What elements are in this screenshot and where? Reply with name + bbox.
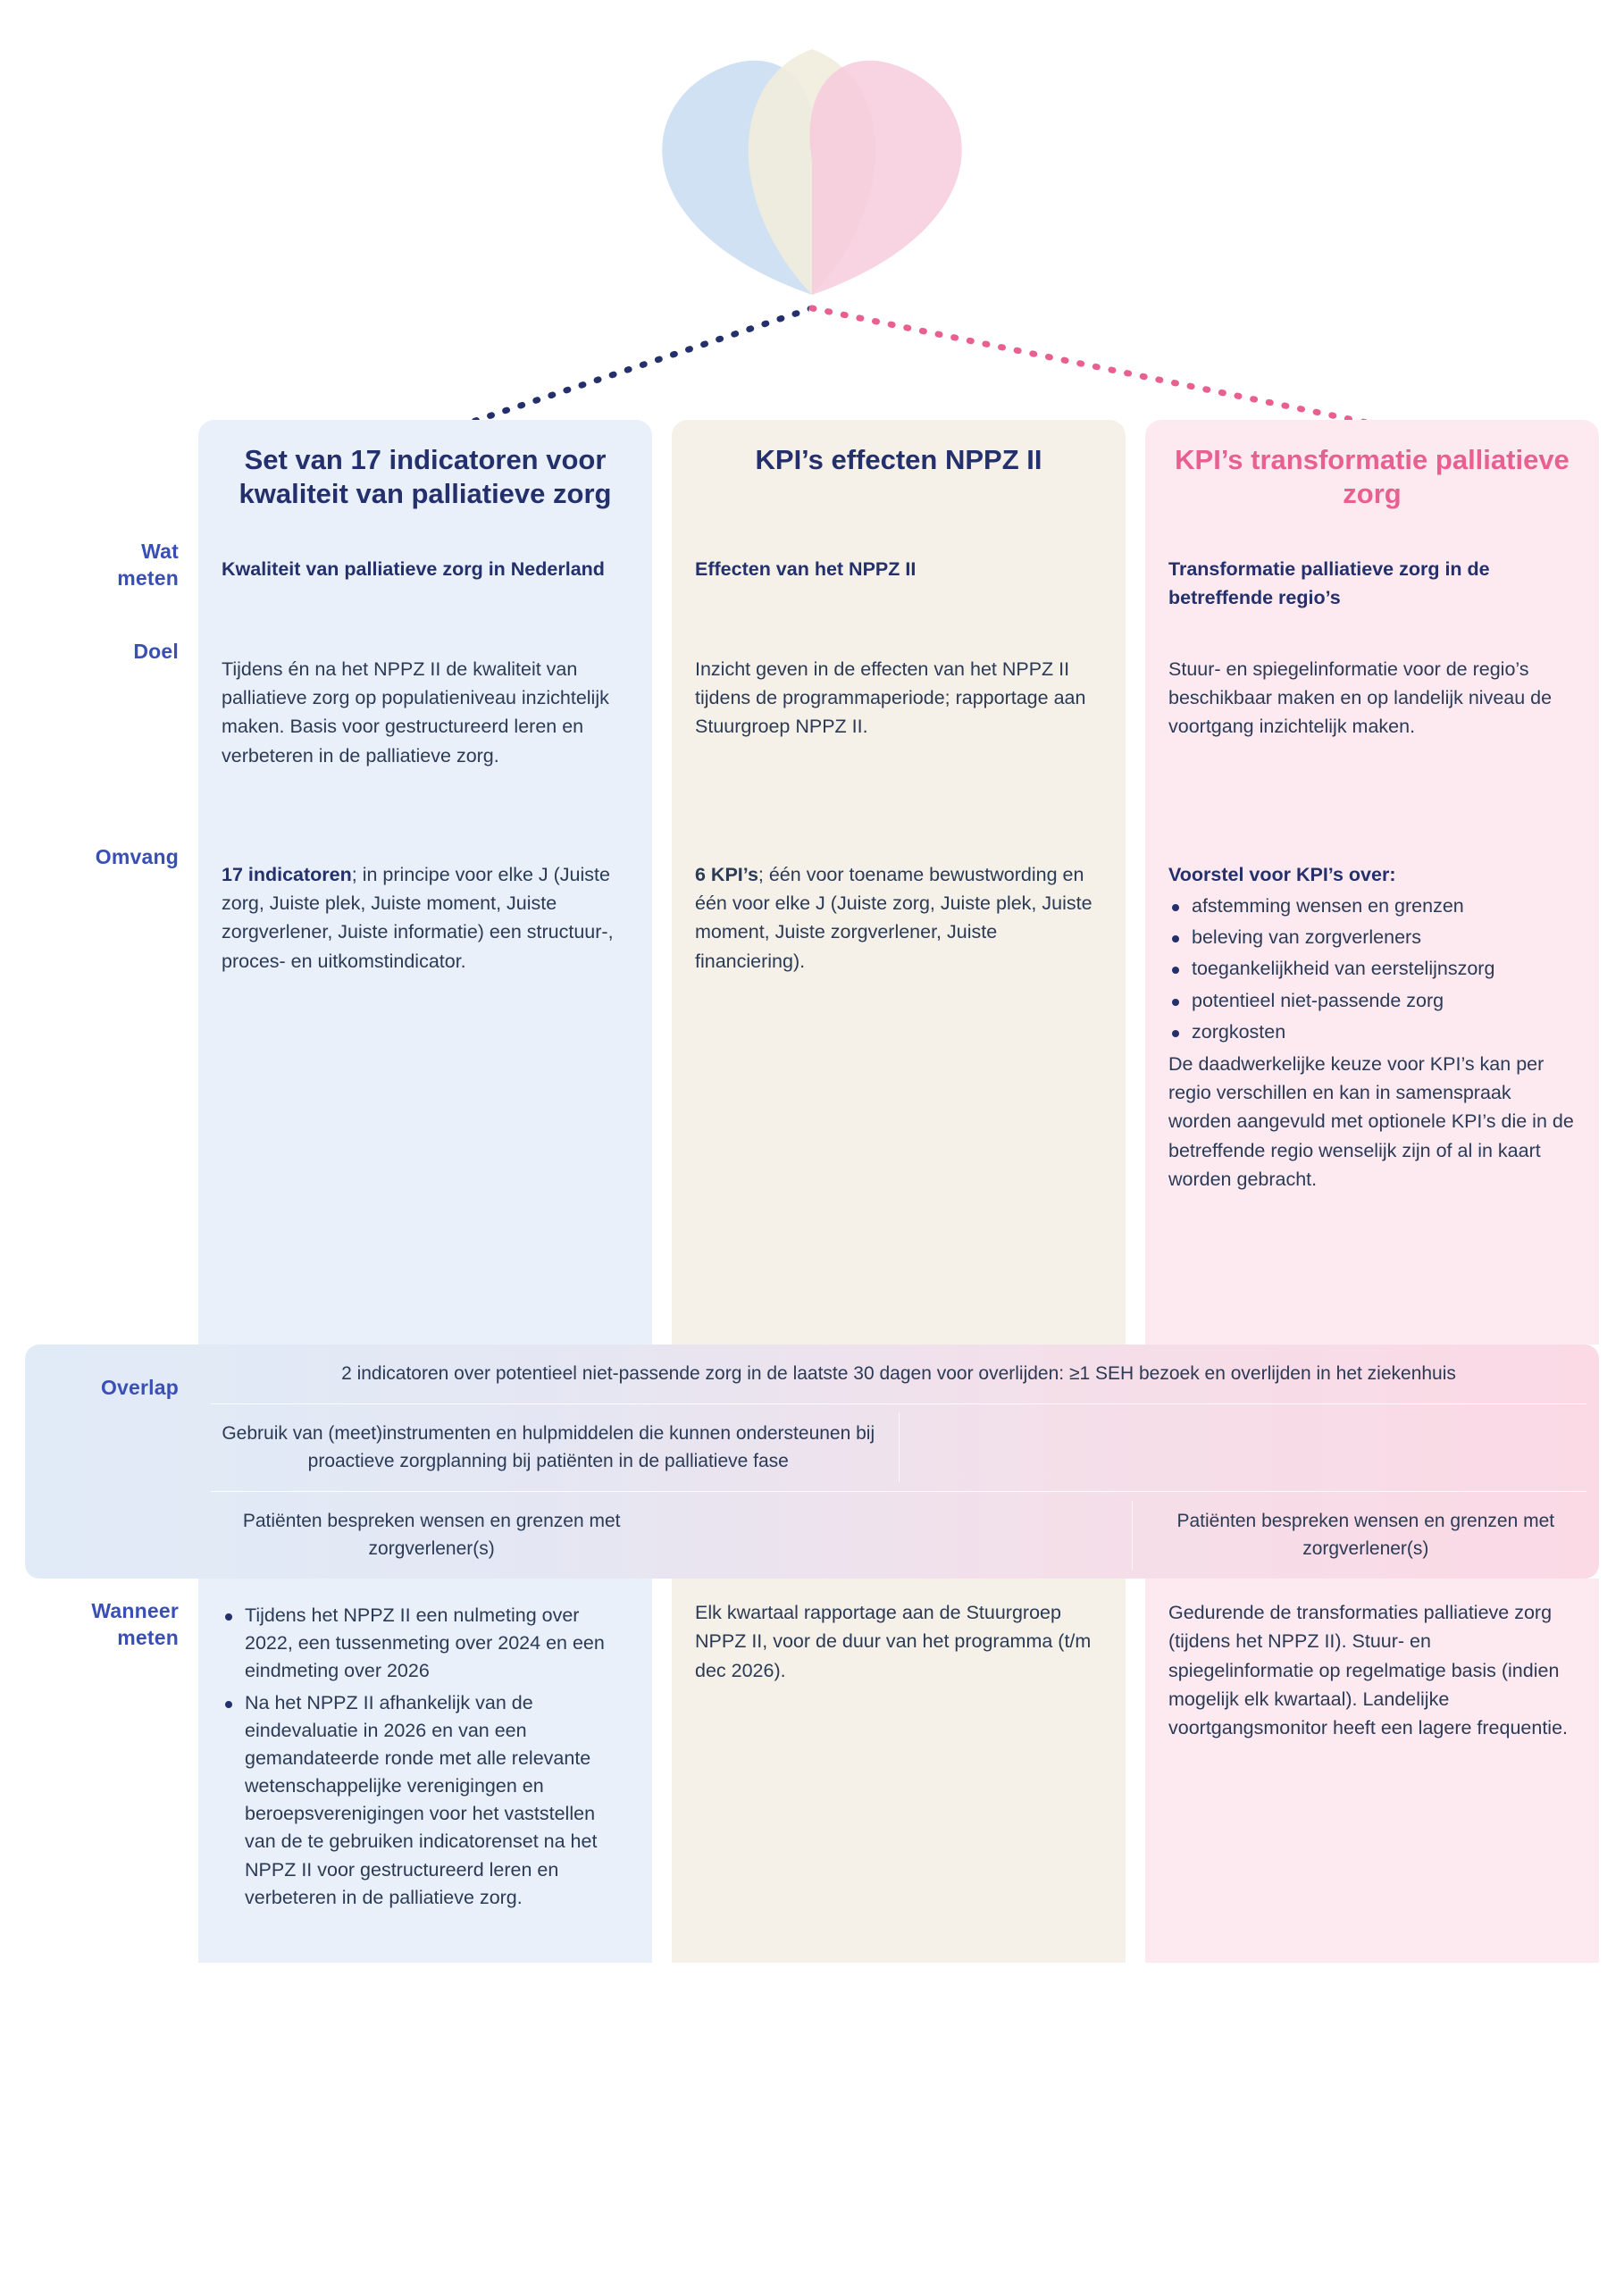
- list-item: Na het NPPZ II afhankelijk van de eindevaluatie in 2026 en van een gemandateerde ronde met alle relevante wetenschappelijke verenigingen en beroepsverenigingen voor het vaststellen van de te gebruiken indicatorenset na het NPPZ II voor gestructureerd leren en verbeteren in de palliatieve zorg.: [222, 1689, 629, 1912]
- header-row-label-spacer: [0, 420, 198, 539]
- cell-wat-kpi-effecten: Effecten van het NPPZ II: [672, 539, 1126, 639]
- row-label-doel: Doel: [133, 639, 179, 663]
- cell-doel-kpi-transformatie: Stuur- en spiegelinformatie voor de regio’s beschikbaar maken en op landelijk niveau de voortgang inzichtelijk maken.: [1145, 639, 1599, 844]
- column-title-kpi-effecten: KPI’s effecten NPPZ II: [755, 444, 1042, 475]
- cell-wanneer-indicatoren: [198, 1579, 652, 1963]
- overlap-text-all: 2 indicatoren over potentieel niet-passende zorg in de laatste 30 dagen voor overlijden: ≥1 SEH bezoek en overlijden in het ziekenhuis: [341, 1362, 1456, 1384]
- column-header-kpi-transformatie: [1145, 420, 1599, 539]
- cell-wat-indicatoren: Kwaliteit van palliatieve zorg in Nederland: [198, 539, 652, 639]
- cell-wanneer-kpi-transformatie: Gedurende de transformaties palliatieve zorg (tijdens het NPPZ II). Stuur- en spiegelinformatie op regelmatige basis (indien mogelijk elk kwartaal). Landelijke voortgangsmonitor heeft een lagere frequentie.: [1145, 1579, 1599, 1963]
- omvang-kpi-strong: 6 KPI’s: [695, 863, 758, 885]
- overlap-text-col1: Patiënten bespreken wensen en grenzen met zorgverlener(s): [242, 1511, 621, 1559]
- list-item: potentieel niet-passende zorg: [1168, 987, 1576, 1015]
- list-item: beleving van zorgverleners: [1168, 924, 1576, 951]
- omvang-indicatoren-rest: ; in principe voor elke J (Juiste zorg, Juiste plek, Juiste moment, Juiste zorgverlener, Juiste informatie) een structuur-, proces- en uitkomstindicator.: [222, 863, 614, 972]
- list-item: afstemming wensen en grenzen: [1168, 892, 1576, 920]
- column-header-indicatoren: [198, 420, 652, 539]
- overlap-text-col3: Patiënten bespreken wensen en grenzen met zorgverlener(s): [1176, 1511, 1555, 1559]
- row-label-overlap: Overlap: [100, 1375, 179, 1399]
- cell-doel-kpi-effecten: Inzicht geven in de effecten van het NPPZ II tijdens de programmaperiode; rapportage aan Stuurgroep NPPZ II.: [672, 639, 1126, 844]
- row-label-wanneer-meten: Wanneer meten: [91, 1599, 179, 1649]
- list-item: Tijdens het NPPZ II een nulmeting over 2022, een tussenmeting over 2024 en een eindmeting over 2026: [222, 1602, 629, 1686]
- row-label-omvang: Omvang: [95, 844, 179, 868]
- row-overlap: [0, 1345, 1624, 1579]
- connector-left: [465, 308, 812, 424]
- overlap-item-all: [198, 1345, 1599, 1403]
- connector-right: [812, 308, 1376, 424]
- overlap-item-col1-col3: [198, 1492, 1599, 1579]
- overlap-empty-col3: [900, 1404, 1600, 1491]
- row-wanneer-meten: [0, 1579, 1624, 1963]
- comparison-table: [0, 420, 1624, 1963]
- column-title-indicatoren: Set van 17 indicatoren voor kwaliteit van palliatieve zorg: [239, 444, 612, 510]
- overlap-text-col1-col2: Gebruik van (meet)instrumenten en hulpmiddelen die kunnen ondersteunen bij proactieve zorgplanning bij patiënten in de palliatieve fase: [222, 1423, 875, 1471]
- row-label-wat-meten: Wat meten: [117, 539, 179, 590]
- cell-omvang-kpi-transformatie: [1145, 844, 1599, 1345]
- cell-doel-indicatoren: Tijdens én na het NPPZ II de kwaliteit van palliatieve zorg op populatieniveau inzichtelijk maken. Basis voor gestructureerd leren en verbeteren in de palliatieve zorg.: [198, 639, 652, 844]
- row-omvang: [0, 844, 1624, 1345]
- cell-omvang-kpi-effecten: [672, 844, 1126, 1345]
- cell-omvang-indicatoren: [198, 844, 652, 1345]
- column-title-kpi-transformatie: KPI’s transformatie palliatieve zorg: [1175, 444, 1570, 510]
- omvang-bullet-list: [1168, 892, 1576, 1046]
- omvang-kpi-rest: ; één voor toename bewustwording en één voor elke J (Juiste zorg, Juiste plek, Juiste moment, Juiste zorgverlener, Juiste financiering).: [695, 863, 1092, 972]
- cell-wat-kpi-transformatie: Transformatie palliatieve zorg in de betreffende regio’s: [1145, 539, 1599, 639]
- venn-logo: [0, 27, 1624, 295]
- overlap-item-col1-col2: [198, 1404, 1599, 1491]
- row-doel: [0, 639, 1624, 844]
- list-item: zorgkosten: [1168, 1018, 1576, 1046]
- omvang-indicatoren-strong: 17 indicatoren: [222, 863, 352, 885]
- column-header-kpi-effecten: [672, 420, 1126, 539]
- row-wat-meten: [0, 539, 1624, 639]
- venn-diagram-icon: [0, 27, 1624, 295]
- cell-wanneer-kpi-effecten: Elk kwartaal rapportage aan de Stuurgroep NPPZ II, voor de duur van het programma (t/m dec 2026).: [672, 1579, 1126, 1963]
- omvang-transformatie-strong: Voorstel voor KPI’s over:: [1168, 863, 1396, 885]
- wanneer-bullet-list: [222, 1602, 629, 1912]
- list-item: toegankelijkheid van eerstelijnszorg: [1168, 955, 1576, 983]
- venn-petal-pink: [810, 61, 962, 295]
- overlap-empty-col2: [665, 1492, 1131, 1579]
- header-row: [0, 420, 1624, 539]
- omvang-transformatie-paragraph: De daadwerkelijke keuze voor KPI’s kan per regio verschillen en kan in samenspraak worden aangevuld met optionele KPI’s die in de betreffende regio wenselijk zijn of al in kaart worden gebracht.: [1168, 1052, 1574, 1190]
